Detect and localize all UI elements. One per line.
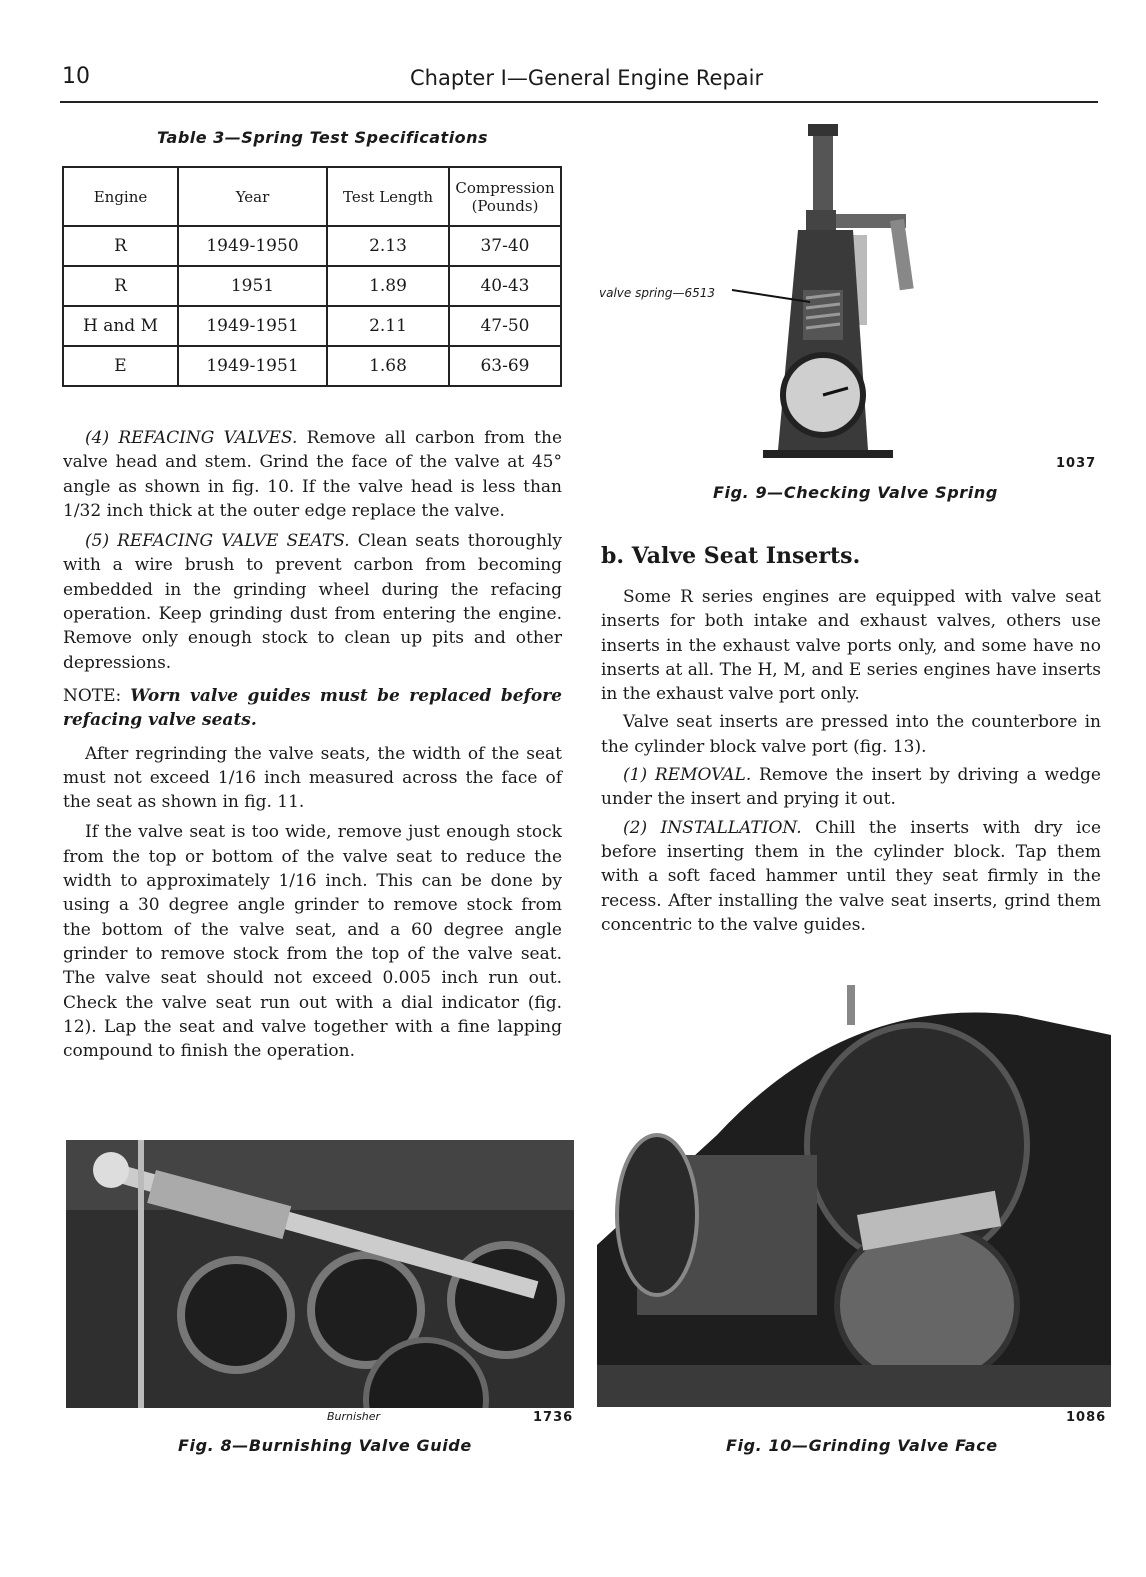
para-text: Clean seats thoroughly with a wire brush to prevent carbon from becoming embedded in the grinding wheel during the refacing operation. Keep grinding dust from entering the engine. Remove only enough stock to clean up pits and other depressions. — [63, 531, 563, 673]
spring-spec-table — [62, 166, 562, 387]
para-installation — [601, 816, 1101, 937]
fig9-leader-line — [732, 284, 812, 308]
cell: R — [63, 266, 178, 306]
header-rule — [60, 101, 1098, 103]
table-header-row — [63, 167, 561, 226]
fig8-number: 1736 — [533, 1410, 574, 1425]
note-text: Worn valve guides must be replaced before refacing valve seats. — [63, 685, 562, 731]
fig10-photo — [597, 985, 1111, 1407]
cell: R — [63, 226, 178, 266]
para-seat-width: After regrinding the valve seats, the width of the seat must not exceed 1/16 inch measured across the face of the seat as shown in fig. 11. — [63, 743, 562, 813]
cell: 40-43 — [449, 266, 561, 306]
para-label: (5) REFACING VALVE SEATS. — [85, 531, 350, 552]
cell: 37-40 — [449, 226, 561, 266]
fig9-caption: Fig. 9—Checking Valve Spring — [713, 483, 998, 502]
cell: 1.89 — [327, 266, 449, 306]
page-number: 10 — [62, 64, 90, 89]
cell: 1949-1950 — [178, 226, 327, 266]
col-compression: Compression (Pounds) — [449, 167, 561, 226]
cell: 47-50 — [449, 306, 561, 346]
section-title: b. Valve Seat Inserts. — [601, 543, 861, 569]
table-row — [63, 346, 561, 386]
fig9-callout-label: valve spring—6513 — [599, 286, 715, 300]
para-removal — [601, 763, 1101, 812]
para-text: Remove all carbon from the valve head and stem. Grind the face of the valve at 45° angle as shown in fig. 10. If the valve head is less than 1/32 inch thick at the outer edge replace the valve. — [63, 428, 563, 521]
para-inserts-intro: Some R series engines are equipped with valve seat inserts for both intake and exhaust valves, others use inserts in the exhaust valve ports only, and some have no inserts at all. The H, M, and E series engines have inserts in the exhaust valve port only. — [601, 587, 1101, 705]
cell: 1951 — [178, 266, 327, 306]
cell: H and M — [63, 306, 178, 346]
table-row — [63, 266, 561, 306]
cell: 1949-1951 — [178, 346, 327, 386]
para-label: (2) INSTALLATION. — [623, 817, 802, 838]
fig8-photo — [66, 1140, 574, 1408]
burnishing-illustration — [66, 1140, 574, 1408]
right-column-text — [601, 585, 1101, 937]
fig9-number: 1037 — [1056, 456, 1097, 471]
note — [63, 684, 562, 733]
cell: 1949-1951 — [178, 306, 327, 346]
col-year: Year — [178, 167, 327, 226]
col-engine: Engine — [63, 167, 178, 226]
fig10-caption: Fig. 10—Grinding Valve Face — [726, 1436, 998, 1455]
left-column-text — [63, 426, 562, 1063]
fig8-callout-label: Burnisher — [327, 1410, 381, 1423]
grinding-illustration — [597, 985, 1111, 1407]
para-refacing-valves — [63, 426, 562, 523]
cell: 63-69 — [449, 346, 561, 386]
para-refacing-valve-seats — [63, 529, 562, 675]
para-text: Chill the inserts with dry ice before inserting them in the cylinder block. Tap them with a soft faced hammer until they seat firmly in the recess. After installing the valve seat inserts, grind them concentric to the valve guides. — [601, 817, 1102, 935]
para-label: (1) REMOVAL. — [623, 765, 752, 786]
para-label: (4) REFACING VALVES. — [85, 428, 298, 448]
cell: E — [63, 346, 178, 386]
para-text: Remove the insert by driving a wedge under the insert and prying it out. — [601, 765, 1101, 810]
col-test-length: Test Length — [327, 167, 449, 226]
cell: 2.13 — [327, 226, 449, 266]
table-row — [63, 226, 561, 266]
note-label: NOTE: — [63, 685, 122, 706]
cell: 1.68 — [327, 346, 449, 386]
table-row — [63, 306, 561, 346]
cell: 2.11 — [327, 306, 449, 346]
table-caption: Table 3—Spring Test Specifications — [157, 128, 489, 147]
para-seat-too-wide: If the valve seat is too wide, remove just enough stock from the top or bottom of the valve seat to reduce the width to approximately 1/16 inch. This can be done by using a 30 degree angle grinder to remove stock from the bottom of the valve seat, and a 60 degree angle grinder to remove stock from the top of the valve seat. The valve seat should not exceed 0.005 inch run out. Check the valve seat run out with a dial indicator (fig. 12). Lap the seat and valve together with a fine lapping compound to finish the operation. — [63, 822, 562, 1062]
para-inserts-pressed: Valve seat inserts are pressed into the counterbore in the cylinder block valve port (fig. 13). — [601, 712, 1101, 757]
fig10-number: 1086 — [1066, 1410, 1107, 1425]
chapter-title: Chapter I—General Engine Repair — [410, 66, 764, 90]
fig8-caption: Fig. 8—Burnishing Valve Guide — [178, 1436, 472, 1455]
